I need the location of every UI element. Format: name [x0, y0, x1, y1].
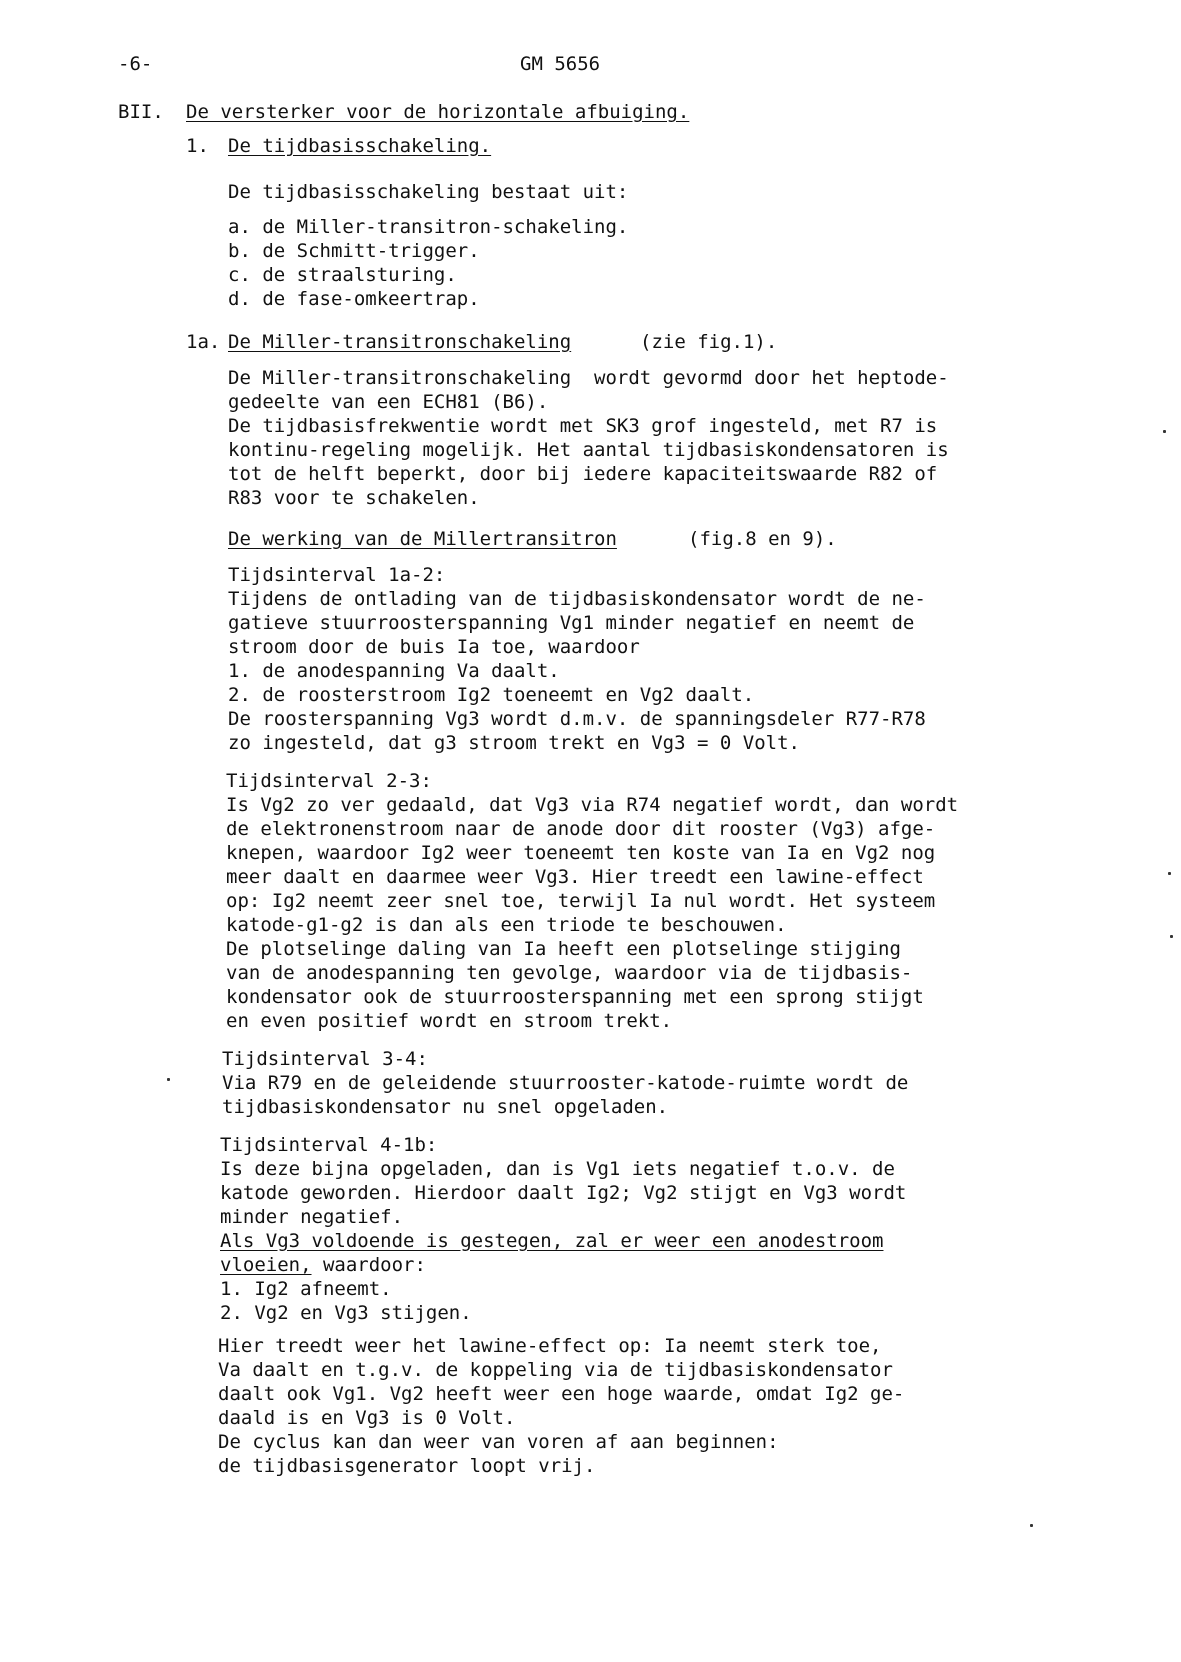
section-title: De versterker voor de horizontale afbuiging.: [186, 101, 690, 123]
paragraph-line: 1. de anodespanning Va daalt.: [228, 660, 560, 682]
paragraph-line: Hier treedt weer het lawine-effect op: Ia neemt sterk toe,: [218, 1335, 882, 1357]
section-number: BII.: [118, 101, 164, 123]
paragraph-line: Is deze bijna opgeladen, dan is Vg1 iets negatief t.o.v. de: [220, 1158, 895, 1180]
paragraph-line: De cyclus kan dan weer van voren af aan beginnen:: [218, 1431, 779, 1453]
page-number: -6-: [118, 53, 153, 75]
sub1a-figure-ref: (zie fig.1).: [640, 331, 778, 353]
paragraph-line: meer daalt en daarmee weer Vg3. Hier treedt een lawine-effect: [226, 866, 924, 888]
scan-speck: [1168, 872, 1171, 875]
document-code: GM 5656: [520, 53, 601, 75]
scan-speck: [1163, 430, 1166, 433]
paragraph-line: minder negatief.: [220, 1206, 404, 1228]
sub1-number: 1.: [186, 135, 209, 157]
paragraph-line: daald is en Vg3 is 0 Volt.: [218, 1407, 516, 1429]
interval-heading: Tijdsinterval 3-4:: [222, 1048, 428, 1070]
werking-title: De werking van de Millertransitron: [228, 528, 617, 550]
paragraph-line: tijdbasiskondensator nu snel opgeladen.: [222, 1096, 669, 1118]
list-item: c. de straalsturing.: [228, 264, 457, 286]
werking-figure-ref: (fig.8 en 9).: [688, 528, 837, 550]
paragraph-line: R83 voor te schakelen.: [228, 487, 480, 509]
paragraph-line: zo ingesteld, dat g3 stroom trekt en Vg3 = 0 Volt.: [228, 732, 800, 754]
interval-heading: Tijdsinterval 2-3:: [226, 770, 432, 792]
list-item: 2. Vg2 en Vg3 stijgen.: [220, 1302, 472, 1324]
interval-heading: Tijdsinterval 4-1b:: [220, 1134, 438, 1156]
sub1a-number: 1a.: [186, 331, 221, 353]
list-item: a. de Miller-transitron-schakeling.: [228, 216, 629, 238]
paragraph-line: Via R79 en de geleidende stuurrooster-katode-ruimte wordt de: [222, 1072, 909, 1094]
paragraph-line: daalt ook Vg1. Vg2 heeft weer een hoge waarde, omdat Ig2 ge-: [218, 1383, 905, 1405]
paragraph-line: en even positief wordt en stroom trekt.: [226, 1010, 673, 1032]
paragraph-line: gatieve stuurroosterspanning Vg1 minder negatief en neemt de: [228, 612, 915, 634]
paragraph-line: 2. de roosterstroom Ig2 toeneemt en Vg2 daalt.: [228, 684, 755, 706]
paragraph-line: van de anodespanning ten gevolge, waardoor via de tijdbasis-: [226, 962, 913, 984]
paragraph-line: kondensator ook de stuurroosterspanning met een sprong stijgt: [226, 986, 924, 1008]
paragraph-line: [220, 1253, 426, 1277]
underlined-statement: Als Vg3 voldoende is gestegen, zal er weer een anodestroom: [220, 1230, 884, 1252]
scan-speck: [167, 1078, 170, 1081]
paragraph-line: Is Vg2 zo ver gedaald, dat Vg3 via R74 negatief wordt, dan wordt: [226, 794, 959, 816]
scan-speck: [1170, 935, 1173, 938]
paragraph-line: De Miller-transitronschakeling wordt gevormd door het heptode-: [228, 367, 949, 389]
paragraph-line: De roosterspanning Vg3 wordt d.m.v. de spanningsdeler R77-R78: [228, 708, 926, 730]
paragraph-line: tot de helft beperkt, door bij iedere kapaciteitswaarde R82 of: [228, 463, 938, 485]
paragraph-line: De tijdbasisfrekwentie wordt met SK3 grof ingesteld, met R7 is: [228, 415, 938, 437]
paragraph-continuation: waardoor:: [311, 1254, 426, 1276]
paragraph-line: de elektronenstroom naar de anode door dit rooster (Vg3) afge-: [226, 818, 936, 840]
paragraph-line: stroom door de buis Ia toe, waardoor: [228, 636, 640, 658]
paragraph-line: De plotselinge daling van Ia heeft een plotselinge stijging: [226, 938, 901, 960]
scan-speck: [1030, 1524, 1033, 1527]
paragraph-line: de tijdbasisgenerator loopt vrij.: [218, 1455, 596, 1477]
paragraph-line: knepen, waardoor Ig2 weer toeneemt ten koste van Ia en Vg2 nog: [226, 842, 936, 864]
list-item: d. de fase-omkeertrap.: [228, 288, 480, 310]
paragraph-line: katode-g1-g2 is dan als een triode te beschouwen.: [226, 914, 787, 936]
sub1a-title: De Miller-transitronschakeling: [228, 331, 572, 353]
paragraph-line: katode geworden. Hierdoor daalt Ig2; Vg2 stijgt en Vg3 wordt: [220, 1182, 907, 1204]
sub1-title: De tijdbasisschakeling.: [228, 135, 492, 157]
interval-heading: Tijdsinterval 1a-2:: [228, 564, 446, 586]
list-item: b. de Schmitt-trigger.: [228, 240, 480, 262]
underlined-word: vloeien,: [220, 1254, 312, 1276]
paragraph-line: Va daalt en t.g.v. de koppeling via de tijdbasiskondensator: [218, 1359, 893, 1381]
paragraph-line: Tijdens de ontlading van de tijdbasiskondensator wordt de ne-: [228, 588, 926, 610]
paragraph-line: kontinu-regeling mogelijk. Het aantal tijdbasiskondensatoren is: [228, 439, 949, 461]
sub1-intro: De tijdbasisschakeling bestaat uit:: [228, 181, 629, 203]
list-item: 1. Ig2 afneemt.: [220, 1278, 392, 1300]
paragraph-line: op: Ig2 neemt zeer snel toe, terwijl Ia nul wordt. Het systeem: [226, 890, 936, 912]
paragraph-line: gedeelte van een ECH81 (B6).: [228, 391, 549, 413]
